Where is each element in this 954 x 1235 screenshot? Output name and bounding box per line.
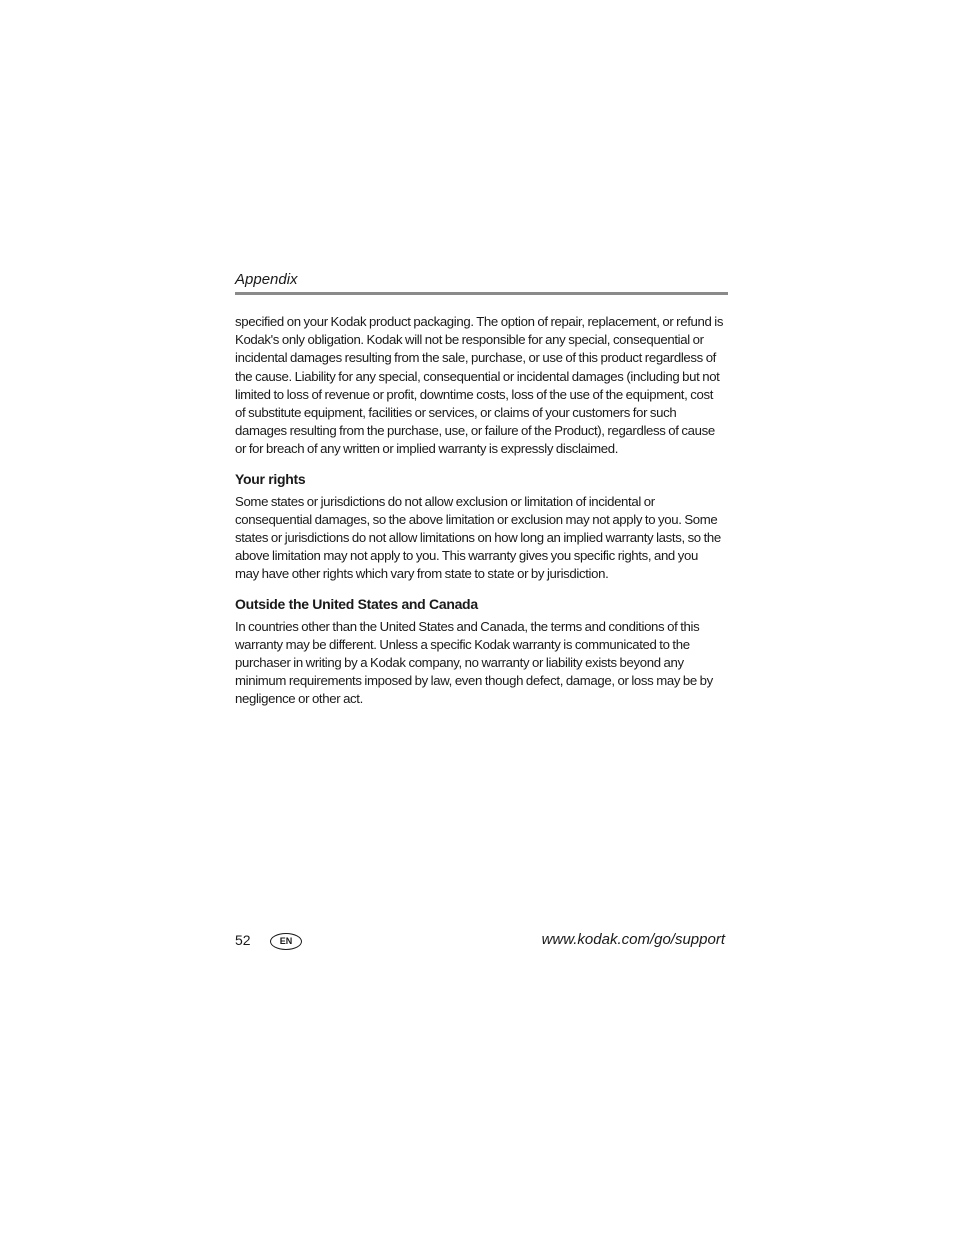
paragraph-intro: specified on your Kodak product packaging. The option of repair, replacement, or refund is Kodak's only obligation. Kodak will not be responsible for any special, consequential or incidental damages resulting from the sale, purchase, or use of this product regardless of the cause. Liability for any special, consequential or incidental damages (including but not limited to loss of revenue or profit, downtime costs, loss of the use of the equipment, cost of substitute equipment, facilities or services, or claims of your customers for such damages resulting from the purchase, use, or failure of the Product), regardless of cause or for breach of any written or implied warranty is expressly disclaimed.	[235, 314, 724, 457]
outside-us-canada-heading: Outside the United States and Canada	[235, 595, 478, 612]
running-head: Appendix	[235, 271, 298, 288]
your-rights-text: Some states or jurisdictions do not allow exclusion or limitation of incidental or consequential damages, so the above limitation or exclusion may not apply to you. Some states or jurisdictions do not allow limitations on how long an implied warranty lasts, so the above limitation may not apply to you. This warranty gives you specific rights, and you may have other rights which vary from state to state or by jurisdiction.	[235, 493, 721, 582]
header-rule	[235, 292, 728, 295]
language-badge: EN	[270, 933, 302, 950]
page-number: 52	[235, 932, 251, 948]
your-rights-heading: Your rights	[235, 470, 306, 487]
outside-us-canada-text: In countries other than the United States and Canada, the terms and conditions of this warranty may be different. Unless a specific Kodak warranty is communicated to the purchaser in writing by a Kodak company, no warranty or liability exists beyond any minimum requirements imposed by law, even though defect, damage, or loss may be by negligence or other act.	[235, 618, 713, 707]
page-content	[235, 270, 728, 715]
support-url-link[interactable]: www.kodak.com/go/support	[541, 931, 725, 948]
page-footer	[235, 930, 725, 954]
